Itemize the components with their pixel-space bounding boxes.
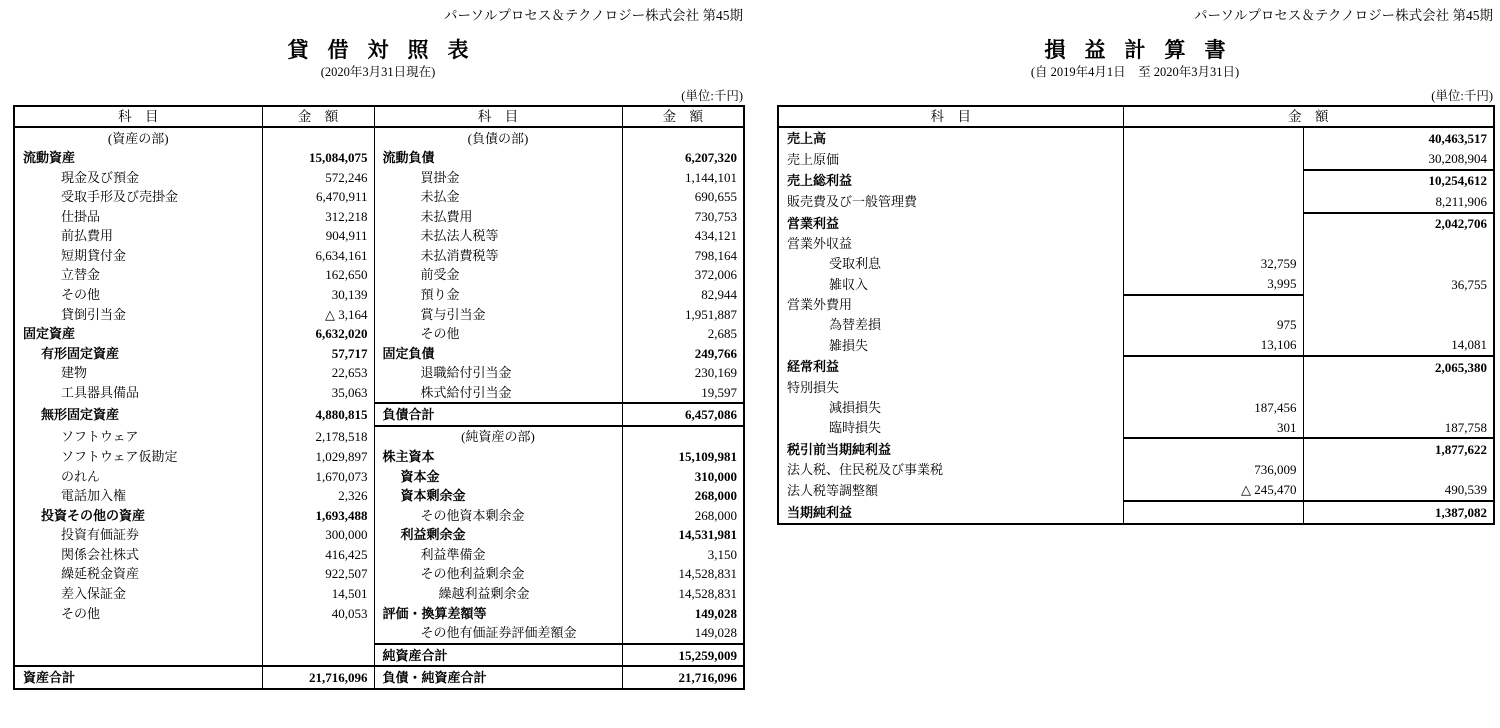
bs-amount-value: 2,326 (262, 486, 374, 506)
pl-amount-total: 1,877,622 (1303, 438, 1494, 459)
pl-row (778, 335, 1494, 356)
bs-amount-value: 14,501 (262, 584, 374, 604)
pl-row (778, 397, 1494, 417)
bs-account-label: その他利益剰余金 (374, 564, 622, 584)
bs-account-label: その他資本剰余金 (374, 506, 622, 526)
bs-row (14, 207, 744, 227)
bs-account-label: 投資その他の資産 (41, 507, 146, 523)
bs-row (14, 486, 744, 506)
bs-row (14, 603, 744, 623)
pl-amount-total (1303, 254, 1494, 274)
pl-amount-detail (1123, 295, 1303, 315)
pl-account-label: 売上高 (787, 130, 827, 146)
pl-account-label: 法人税等調整額 (787, 482, 879, 498)
bs-row (14, 324, 744, 344)
bs-amount-value: 14,531,981 (622, 525, 744, 545)
bs-account-label: 差入保証金 (61, 585, 127, 601)
bs-row (14, 226, 744, 246)
bs-row (14, 467, 744, 487)
bs-amount-value: 4,880,815 (262, 403, 374, 426)
pl-amount-total (1303, 377, 1494, 397)
bs-amount-value: 372,006 (622, 265, 744, 285)
bs-amount-value: 268,000 (622, 506, 744, 526)
bs-account-label: 前払費用 (61, 228, 114, 244)
bs-amount-value: 572,246 (262, 168, 374, 188)
pl-amount-total (1303, 397, 1494, 417)
pl-account-label: 特別損失 (787, 379, 840, 395)
bs-amount-value: 6,634,161 (262, 246, 374, 266)
bs-amount-value: 2,685 (622, 324, 744, 344)
bs-amount-value (622, 426, 744, 447)
bs-col-header-amount-left: 金 額 (262, 106, 374, 127)
pl-row (778, 480, 1494, 501)
pl-row (778, 356, 1494, 377)
bs-amount-value (262, 644, 374, 667)
bs-account-label: その他 (61, 287, 101, 303)
bs-account-label: 未払費用 (374, 207, 622, 227)
pl-amount-detail: 736,009 (1123, 460, 1303, 480)
pl-amount-total: 187,758 (1303, 417, 1494, 438)
pl-account-label: 営業利益 (787, 215, 840, 231)
pl-row (778, 148, 1494, 169)
pl-amount-detail (1123, 234, 1303, 254)
bs-amount-value (262, 127, 374, 148)
pl-account-label: 減損損失 (829, 399, 882, 415)
pl-row (778, 254, 1494, 274)
bs-amount-value: 21,716,096 (262, 666, 374, 689)
pl-amount-total: 14,081 (1303, 335, 1494, 356)
bs-amount-value (262, 623, 374, 644)
pl-row (778, 191, 1494, 212)
bs-amount-value: 22,653 (262, 363, 374, 383)
bs-amount-value: 149,028 (622, 603, 744, 623)
pl-amount-detail (1123, 377, 1303, 397)
bs-row (14, 644, 744, 667)
bs-row (14, 246, 744, 266)
bs-col-header-amount-right: 金 額 (622, 106, 744, 127)
bs-account-label: 貸倒引当金 (61, 306, 127, 322)
pl-amount-total: 2,042,706 (1303, 213, 1494, 234)
bs-row (14, 382, 744, 403)
bs-amount-value: 300,000 (262, 525, 374, 545)
bs-row (14, 584, 744, 604)
bs-amount-value: 798,164 (622, 246, 744, 266)
pl-row (778, 274, 1494, 295)
bs-amount-value: 268,000 (622, 486, 744, 506)
bs-amount-value: 3,150 (622, 545, 744, 565)
bs-amount-value: 249,766 (622, 343, 744, 363)
pl-account-label: 為替差損 (829, 317, 882, 333)
bs-col-header-item-right: 科 目 (374, 106, 622, 127)
bs-account-label: 株式給付引当金 (374, 382, 622, 403)
pl-account-label: 雑損失 (829, 337, 869, 353)
bs-amount-value: 690,655 (622, 187, 744, 207)
bs-amount-value: 230,169 (622, 363, 744, 383)
balance-sheet-date-line: (2020年3月31日現在) (320, 65, 436, 79)
bs-account-label: 純資産合計 (374, 644, 622, 667)
pl-amount-detail: 301 (1123, 417, 1303, 438)
pl-amount-detail: 3,995 (1123, 274, 1303, 295)
bs-amount-value: 15,259,009 (622, 644, 744, 667)
bs-account-label: 未払消費税等 (374, 246, 622, 266)
pl-amount-detail: 32,759 (1123, 254, 1303, 274)
bs-amount-value: 2,178,518 (262, 426, 374, 447)
bs-row (14, 343, 744, 363)
bs-amount-value: 162,650 (262, 265, 374, 285)
bs-row (14, 285, 744, 305)
bs-account-label: 立替金 (61, 267, 101, 283)
bs-row (14, 506, 744, 526)
bs-amount-value: 6,632,020 (262, 324, 374, 344)
pl-account-label: 営業外収益 (787, 236, 853, 252)
bs-account-label: 無形固定資産 (41, 407, 120, 423)
bs-account-label: 前受金 (374, 265, 622, 285)
bs-account-label: 退職給付引当金 (374, 363, 622, 383)
bs-amount-value: 434,121 (622, 226, 744, 246)
bs-account-label: その他 (374, 324, 622, 344)
income-statement-unit-label: (単位:千円) (1431, 89, 1493, 103)
pl-amount-total: 36,755 (1303, 274, 1494, 295)
bs-amount-value: 1,693,488 (262, 506, 374, 526)
pl-account-label: 経常利益 (787, 359, 840, 375)
balance-sheet-title: 貸借対照表 (287, 38, 488, 62)
bs-account-label: 建物 (61, 365, 88, 381)
pl-amount-detail (1123, 170, 1303, 191)
bs-account-label: (負債の部) (374, 127, 622, 148)
bs-account-label: 未払金 (374, 187, 622, 207)
bs-account-label: 賞与引当金 (374, 304, 622, 324)
bs-row (14, 545, 744, 565)
pl-account-label: 販売費及び一般管理費 (787, 194, 918, 210)
bs-account-label: 資本剰余金 (374, 486, 622, 506)
bs-amount-value: 312,218 (262, 207, 374, 227)
bs-amount-value: 15,109,981 (622, 447, 744, 467)
bs-amount-value: 6,457,086 (622, 403, 744, 426)
pl-amount-total: 490,539 (1303, 480, 1494, 501)
bs-account-label: 関係会社株式 (61, 546, 140, 562)
company-period-header-left: パーソルプロセス＆テクノロジー株式会社 第45期 (443, 8, 743, 23)
bs-account-label: 評価・換算差額等 (374, 603, 622, 623)
pl-amount-detail (1123, 501, 1303, 524)
bs-amount-value: 35,063 (262, 382, 374, 403)
pl-amount-total: 8,211,906 (1303, 191, 1494, 212)
bs-account-label: 預り金 (374, 285, 622, 305)
pl-row (778, 417, 1494, 438)
bs-row (14, 265, 744, 285)
bs-amount-value: 1,670,073 (262, 467, 374, 487)
bs-account-label: 固定負債 (374, 343, 622, 363)
pl-account-label: 当期純利益 (787, 504, 853, 520)
company-period-header-right: パーソルプロセス＆テクノロジー株式会社 第45期 (1193, 8, 1493, 23)
bs-amount-value: 14,528,831 (622, 584, 744, 604)
pl-amount-detail (1123, 148, 1303, 169)
bs-account-label: 現金及び預金 (61, 169, 140, 185)
pl-amount-detail (1123, 356, 1303, 377)
pl-row (778, 460, 1494, 480)
bs-amount-value: 6,470,911 (262, 187, 374, 207)
bs-row (14, 148, 744, 168)
pl-col-header-amount: 金 額 (1123, 106, 1494, 127)
income-statement-header-row (778, 106, 1494, 127)
bs-account-label: 資産合計 (14, 666, 262, 689)
pl-amount-detail: 13,106 (1123, 335, 1303, 356)
bs-row (14, 403, 744, 426)
bs-row (14, 564, 744, 584)
bs-account-label: 固定資産 (23, 326, 76, 342)
pl-row (778, 295, 1494, 315)
bs-account-label: ソフトウェア (61, 428, 139, 444)
pl-amount-detail: △ 245,470 (1123, 480, 1303, 501)
bs-account-label: 利益剰余金 (374, 525, 622, 545)
pl-account-label: 税引前当期純利益 (787, 441, 892, 457)
bs-account-label: 短期貸付金 (61, 247, 127, 263)
pl-amount-total: 30,208,904 (1303, 148, 1494, 169)
bs-amount-value: 416,425 (262, 545, 374, 565)
pl-row (778, 315, 1494, 335)
pl-amount-total (1303, 295, 1494, 315)
bs-row (14, 525, 744, 545)
pl-amount-detail (1123, 191, 1303, 212)
pl-amount-total: 1,387,082 (1303, 501, 1494, 524)
pl-row (778, 170, 1494, 191)
pl-amount-total: 40,463,517 (1303, 127, 1494, 148)
bs-account-label (14, 644, 262, 667)
bs-amount-value: 730,753 (622, 207, 744, 227)
bs-amount-value: 1,144,101 (622, 168, 744, 188)
bs-account-label: 株主資本 (374, 447, 622, 467)
pl-account-label: 雑収入 (829, 276, 869, 292)
pl-account-label: 売上原価 (787, 151, 840, 167)
bs-account-label (14, 623, 262, 644)
bs-amount-value: 310,000 (622, 467, 744, 487)
pl-amount-detail (1123, 438, 1303, 459)
pl-account-label: 営業外費用 (787, 297, 853, 313)
bs-account-label: 資本金 (374, 467, 622, 487)
bs-row (14, 447, 744, 467)
pl-row (778, 234, 1494, 254)
pl-row (778, 377, 1494, 397)
income-statement-page (750, 0, 1500, 728)
bs-account-label: 受取手形及び売掛金 (61, 189, 179, 205)
bs-row (14, 168, 744, 188)
bs-account-label: その他有価証券評価差額金 (374, 623, 622, 644)
bs-row (14, 426, 744, 447)
pl-row (778, 213, 1494, 234)
bs-account-label: 繰延税金資産 (61, 566, 140, 582)
bs-account-label: 仕掛品 (61, 208, 101, 224)
pl-account-label: 受取利息 (829, 256, 882, 272)
pl-row (778, 127, 1494, 148)
pl-amount-detail: 975 (1123, 315, 1303, 335)
bs-amount-value: 6,207,320 (622, 148, 744, 168)
bs-row (14, 127, 744, 148)
bs-account-label: 未払法人税等 (374, 226, 622, 246)
pl-amount-total (1303, 234, 1494, 254)
pl-account-label: 法人税、住民税及び事業税 (787, 462, 944, 478)
pl-amount-total (1303, 315, 1494, 335)
bs-account-label: 買掛金 (374, 168, 622, 188)
bs-account-label: 投資有価証券 (61, 527, 140, 543)
pl-row (778, 501, 1494, 524)
bs-row (14, 304, 744, 324)
bs-amount-value (622, 127, 744, 148)
bs-amount-value: 922,507 (262, 564, 374, 584)
pl-account-label: 臨時損失 (829, 420, 882, 436)
bs-amount-value: 19,597 (622, 382, 744, 403)
bs-account-label: ソフトウェア仮勘定 (61, 449, 178, 465)
bs-account-label: 流動資産 (23, 150, 76, 166)
pl-row (778, 438, 1494, 459)
pl-amount-detail (1123, 213, 1303, 234)
balance-sheet-header-row (14, 106, 744, 127)
bs-account-label: 電話加入権 (61, 488, 127, 504)
bs-amount-value: 904,911 (262, 226, 374, 246)
bs-amount-value: 1,951,887 (622, 304, 744, 324)
pl-col-header-item: 科 目 (778, 106, 1123, 127)
pl-amount-total (1303, 460, 1494, 480)
bs-account-label: 有形固定資産 (41, 345, 120, 361)
bs-row (14, 187, 744, 207)
bs-amount-value: 149,028 (622, 623, 744, 644)
bs-amount-value: 30,139 (262, 285, 374, 305)
bs-account-label: 負債・純資産合計 (374, 666, 622, 689)
bs-account-label: 利益準備金 (374, 545, 622, 565)
income-statement-title: 損益計算書 (1044, 38, 1245, 62)
balance-sheet-table (13, 105, 745, 690)
bs-row (14, 363, 744, 383)
bs-amount-value: 1,029,897 (262, 447, 374, 467)
bs-col-header-item-left: 科 目 (14, 106, 262, 127)
income-statement-table (777, 105, 1495, 525)
pl-amount-detail: 187,456 (1123, 397, 1303, 417)
bs-account-label: 流動負債 (374, 148, 622, 168)
bs-row (14, 623, 744, 644)
income-statement-period-line: (自 2019年4月1日 至 2020年3月31日) (1030, 65, 1240, 79)
bs-account-label: 繰越利益剰余金 (374, 584, 622, 604)
bs-amount-value: 14,528,831 (622, 564, 744, 584)
bs-amount-value: 15,084,075 (262, 148, 374, 168)
pl-amount-detail (1123, 127, 1303, 148)
bs-account-label: のれん (61, 468, 101, 484)
bs-row (14, 666, 744, 689)
pl-amount-total: 2,065,380 (1303, 356, 1494, 377)
bs-amount-value: 40,053 (262, 603, 374, 623)
pl-account-label: 売上総利益 (787, 172, 853, 188)
bs-account-label: その他 (61, 605, 101, 621)
bs-account-label: (資産の部) (107, 130, 169, 146)
bs-account-label: 工具器具備品 (61, 385, 140, 401)
balance-sheet-unit-label: (単位:千円) (681, 89, 743, 103)
bs-account-label: (純資産の部) (374, 426, 622, 447)
bs-amount-value: △ 3,164 (262, 304, 374, 324)
bs-amount-value: 82,944 (622, 285, 744, 305)
bs-account-label: 負債合計 (374, 403, 622, 426)
bs-amount-value: 57,717 (262, 343, 374, 363)
pl-amount-total: 10,254,612 (1303, 170, 1494, 191)
bs-amount-value: 21,716,096 (622, 666, 744, 689)
